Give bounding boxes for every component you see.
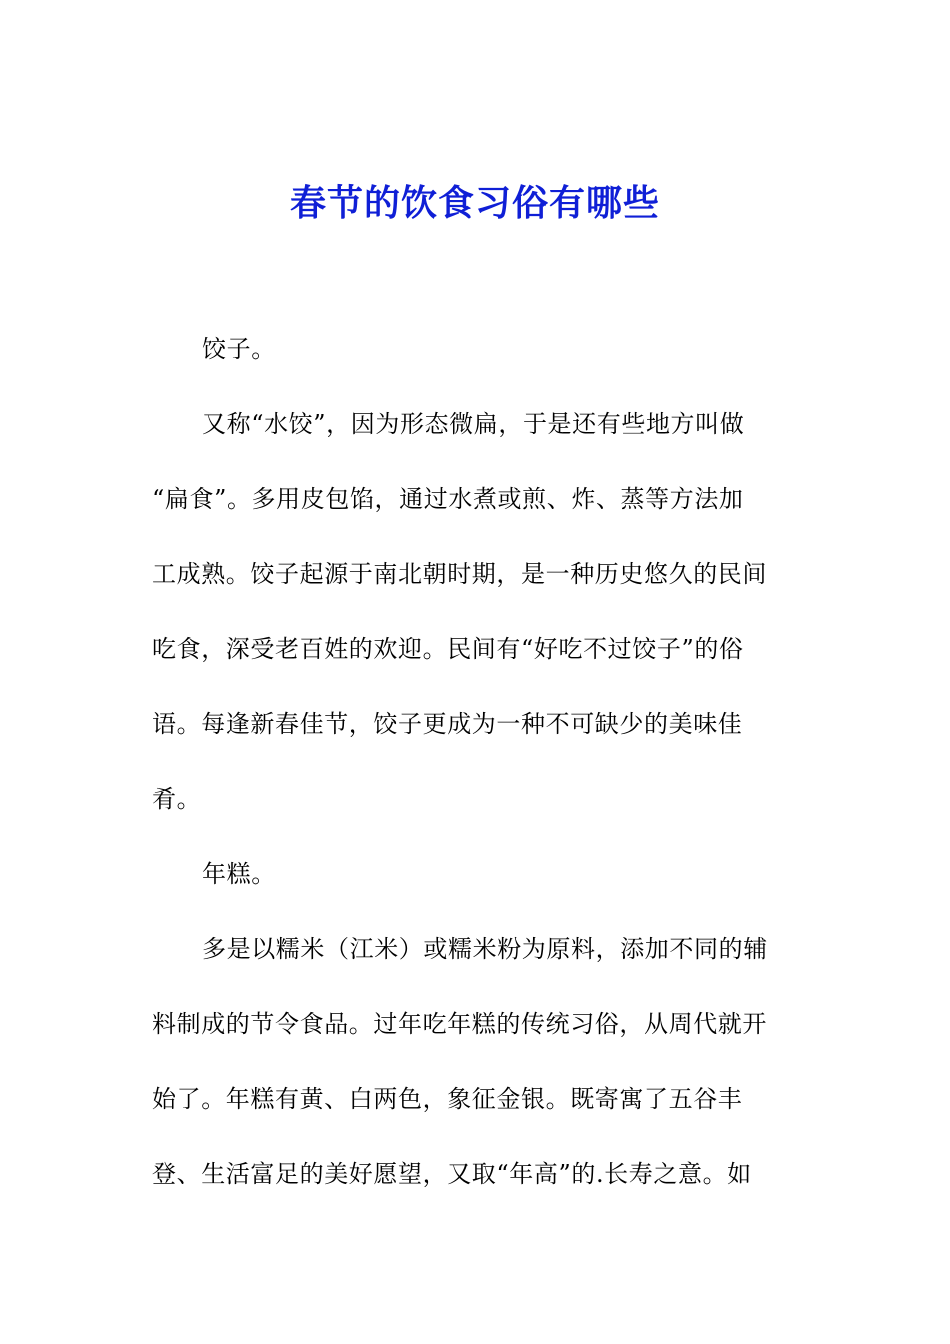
section-heading-rice-cake: 年糕。 xyxy=(202,860,276,888)
paragraph-line: 又称“水饺”，因为形态微扁，于是还有些地方叫做 xyxy=(202,410,745,438)
page-title: 春节的饮食习俗有哪些 xyxy=(289,182,660,224)
paragraph-line: 工成熟。饺子起源于南北朝时期，是一种历史悠久的民间 xyxy=(152,560,767,588)
paragraph-line: 始了。年糕有黄、白两色，象征金银。既寄寓了五谷丰 xyxy=(152,1085,743,1113)
paragraph-line: “扁食”。多用皮包馅，通过水煮或煎、炸、蒸等方法加 xyxy=(152,485,744,513)
paragraph-line: 登、生活富足的美好愿望，又取“年高”的.长寿之意。如 xyxy=(152,1160,752,1188)
paragraph-line: 语。每逢新春佳节，饺子更成为一种不可缺少的美味佳 xyxy=(152,710,743,738)
paragraph-line: 吃食，深受老百姓的欢迎。民间有“好吃不过饺子”的俗 xyxy=(152,635,744,663)
paragraph-line: 肴。 xyxy=(152,785,202,813)
paragraph-line: 料制成的节令食品。过年吃年糕的传统习俗，从周代就开 xyxy=(152,1010,767,1038)
section-heading-dumplings: 饺子。 xyxy=(202,335,276,363)
document-body xyxy=(152,324,812,1224)
paragraph-line: 多是以糯米（江米）或糯米粉为原料，添加不同的辅 xyxy=(202,935,768,963)
